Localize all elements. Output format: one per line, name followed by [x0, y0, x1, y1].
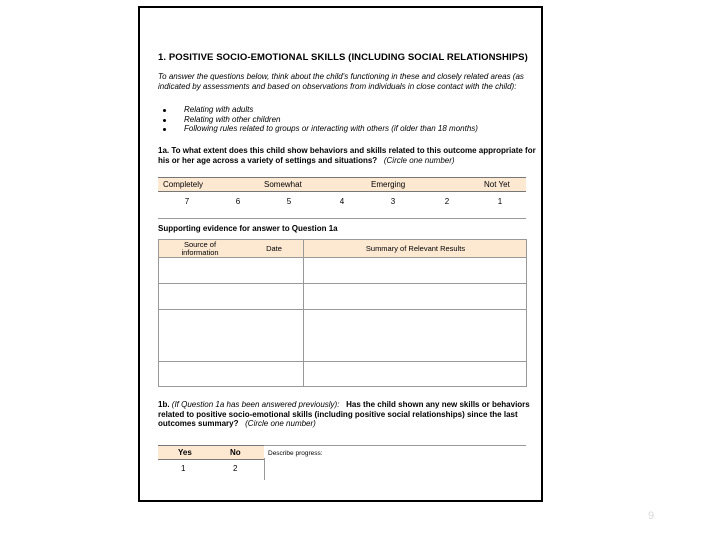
question-1b: [158, 400, 543, 429]
table-row[interactable]: [159, 309, 526, 310]
bullet-list: [158, 105, 478, 134]
yes-no-header: [158, 445, 264, 460]
supporting-evidence-title: Supporting evidence for answer to Question 1a: [158, 224, 338, 233]
rating-table: [158, 177, 526, 219]
question-1b-text: Has the child shown any new skills or behaviors related to positive socio-emotional skills (including positive social relationships) since the last outcomes summary?: [158, 400, 530, 429]
rating-option-2[interactable]: 2: [444, 197, 450, 206]
no-option-2[interactable]: 2: [233, 464, 238, 473]
question-1a-text: 1a. To what extent does this child show behaviors and skills related to this outcome appropriate for his or her age across a variety of settings and situations?: [158, 146, 536, 165]
rating-option-5[interactable]: 5: [286, 197, 292, 206]
bullet-item: Relating with other children: [158, 115, 478, 125]
table-row[interactable]: [159, 361, 526, 362]
rating-option-6[interactable]: 6: [235, 197, 241, 206]
rating-label-somewhat: Somewhat: [264, 180, 302, 189]
no-label: No: [230, 448, 241, 457]
evidence-table: [158, 239, 527, 387]
rating-option-7[interactable]: 7: [184, 197, 190, 206]
rating-option-4[interactable]: 4: [339, 197, 345, 206]
rating-label-not-yet: Not Yet: [484, 180, 510, 189]
bullet-item: Relating with adults: [158, 105, 478, 115]
question-1a: [158, 146, 543, 165]
intro-text: To answer the questions below, think about the child's functioning in these and closely related areas (as indicated by assessments and based on observations from individuals in close contact with the child):: [158, 72, 524, 91]
question-1b-prefix: 1b.: [158, 400, 170, 409]
question-1b-instruction: (Circle one number): [245, 419, 316, 429]
describe-progress-label: Describe progress:: [268, 450, 323, 457]
table-row[interactable]: [159, 283, 526, 284]
rating-option-1[interactable]: 1: [497, 197, 503, 206]
section-title: 1. POSITIVE SOCIO-EMOTIONAL SKILLS (INCLUDING SOCIAL RELATIONSHIPS): [158, 52, 528, 63]
form-page: [138, 6, 543, 502]
header-source: Source of information: [181, 240, 219, 257]
divider: [264, 445, 526, 446]
page-number: 9: [648, 510, 655, 522]
rating-option-3[interactable]: 3: [390, 197, 396, 206]
yes-no-table: [158, 445, 526, 480]
rating-label-emerging: Emerging: [371, 180, 406, 189]
rating-header: [158, 177, 526, 192]
header-date: Date: [266, 244, 282, 253]
bullet-item: Following rules related to groups or interacting with others (if older than 18 months): [158, 124, 478, 134]
rating-label-completely: Completely: [163, 180, 204, 189]
column-divider: [303, 240, 304, 386]
evidence-header: [159, 240, 526, 258]
question-1a-instruction: (Circle one number): [383, 155, 455, 165]
yes-label: Yes: [178, 448, 192, 457]
header-summary: Summary of Relevant Results: [365, 244, 466, 253]
column-divider: [264, 458, 265, 480]
yes-option-1[interactable]: 1: [181, 464, 186, 473]
question-1b-condition: (If Question 1a has been answered previously):: [171, 400, 340, 409]
